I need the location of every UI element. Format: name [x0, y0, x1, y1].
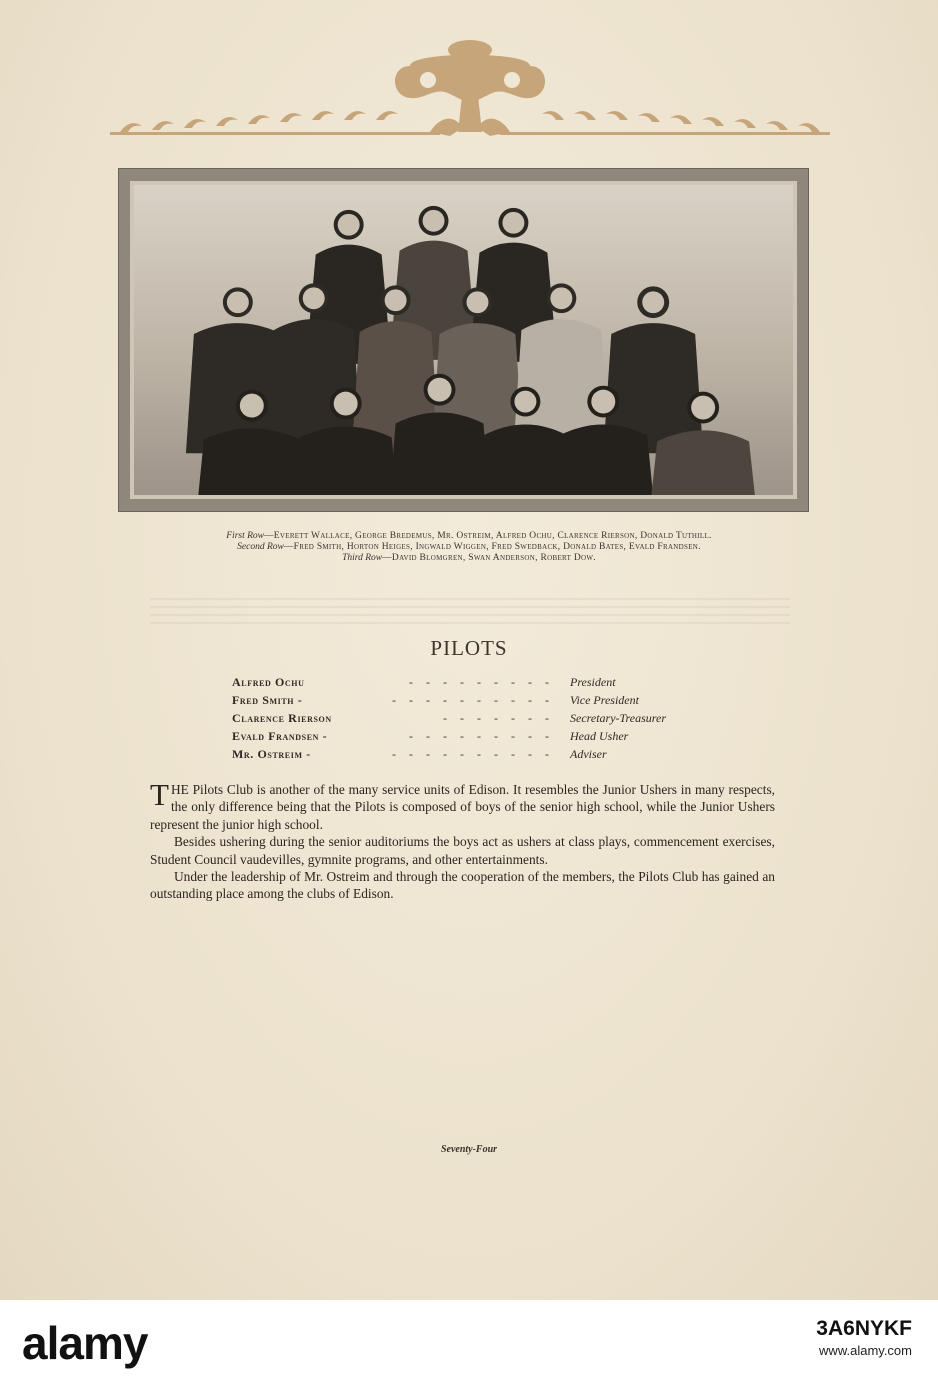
decorative-header-ornament	[110, 36, 830, 146]
stock-logo: alamy	[22, 1317, 148, 1369]
photo-mat	[130, 181, 797, 499]
paragraph-3: Under the leadership of Mr. Ostreim and through the cooperation of the members, the Pilots Club has gained an outstanding place among the clubs of Edison.	[150, 869, 775, 902]
officer-title: Secretary-Treasurer	[570, 711, 666, 725]
officer-name: Evald Frandsen -	[232, 729, 328, 743]
article-body	[150, 777, 775, 903]
drop-cap: T	[150, 777, 169, 812]
officer-row	[232, 709, 712, 727]
officer-dashes: - - - - - - - - -	[409, 675, 554, 689]
paragraph-1-text: HE Pilots Club is another of the many service units of Edison. It resembles the Junior Ushers in many respects, the only difference being that the Pilots is composed of boys of the senior high school, while the Junior Ushers represent the junior high school.	[150, 782, 775, 832]
officers-list	[232, 673, 712, 763]
caption-row-3-label: Third Row	[342, 553, 383, 563]
stock-site: www.alamy.com	[819, 1343, 912, 1358]
paragraph-2: Besides ushering during the senior auditoriums the boys act as ushers at class plays, commencement exercises, Student Council vaudevilles, gymnite programs, and other entertainments.	[150, 834, 775, 867]
caption-row-3-names: —David Blomgren, Swan Anderson, Robert Dow.	[382, 553, 596, 563]
page-title: PILOTS	[430, 636, 508, 660]
officer-row	[232, 727, 712, 745]
officer-title: Adviser	[570, 747, 607, 761]
officer-title: Vice President	[570, 693, 639, 707]
officer-name: Alfred Ochu	[232, 675, 305, 689]
page-number: Seventy-Four	[440, 1144, 498, 1155]
caption-row-2-label: Second Row	[237, 542, 284, 552]
group-photo-frame	[118, 168, 809, 512]
caption-row-1	[80, 531, 858, 542]
officer-dashes: - - - - - - -	[443, 711, 554, 725]
caption-row-3	[80, 553, 858, 564]
image-id: 3A6NYKF	[816, 1317, 912, 1340]
officer-name: Clarence Rierson	[232, 711, 332, 725]
photo-caption	[80, 531, 858, 564]
officer-row	[232, 691, 712, 709]
group-photo-illustration	[134, 185, 793, 495]
bleed-through-text	[150, 598, 790, 628]
officer-row	[232, 673, 712, 691]
caption-row-1-label: First Row	[226, 531, 264, 541]
officer-row	[232, 745, 712, 763]
officer-title: President	[570, 675, 616, 689]
caption-row-2-names: —Fred Smith, Horton Heiges, Ingwald Wiggen, Fred Swedback, Donald Bates, Evald Frandsen.	[283, 542, 701, 552]
officer-name: Mr. Ostreim -	[232, 747, 311, 761]
officer-dashes: - - - - - - - - - -	[392, 747, 554, 761]
paragraph-1	[150, 777, 775, 833]
officer-name: Fred Smith -	[232, 693, 303, 707]
caption-row-2	[80, 542, 858, 553]
group-photo	[134, 185, 793, 495]
officer-dashes: - - - - - - - - -	[409, 729, 554, 743]
stock-info	[816, 1318, 912, 1362]
officer-dashes: - - - - - - - - - -	[392, 693, 554, 707]
caption-row-1-names: —Everett Wallace, George Bredemus, Mr. Ostreim, Alfred Ochu, Clarence Rierson, Donald Tuthill.	[264, 531, 712, 541]
officer-title: Head Usher	[570, 729, 629, 743]
